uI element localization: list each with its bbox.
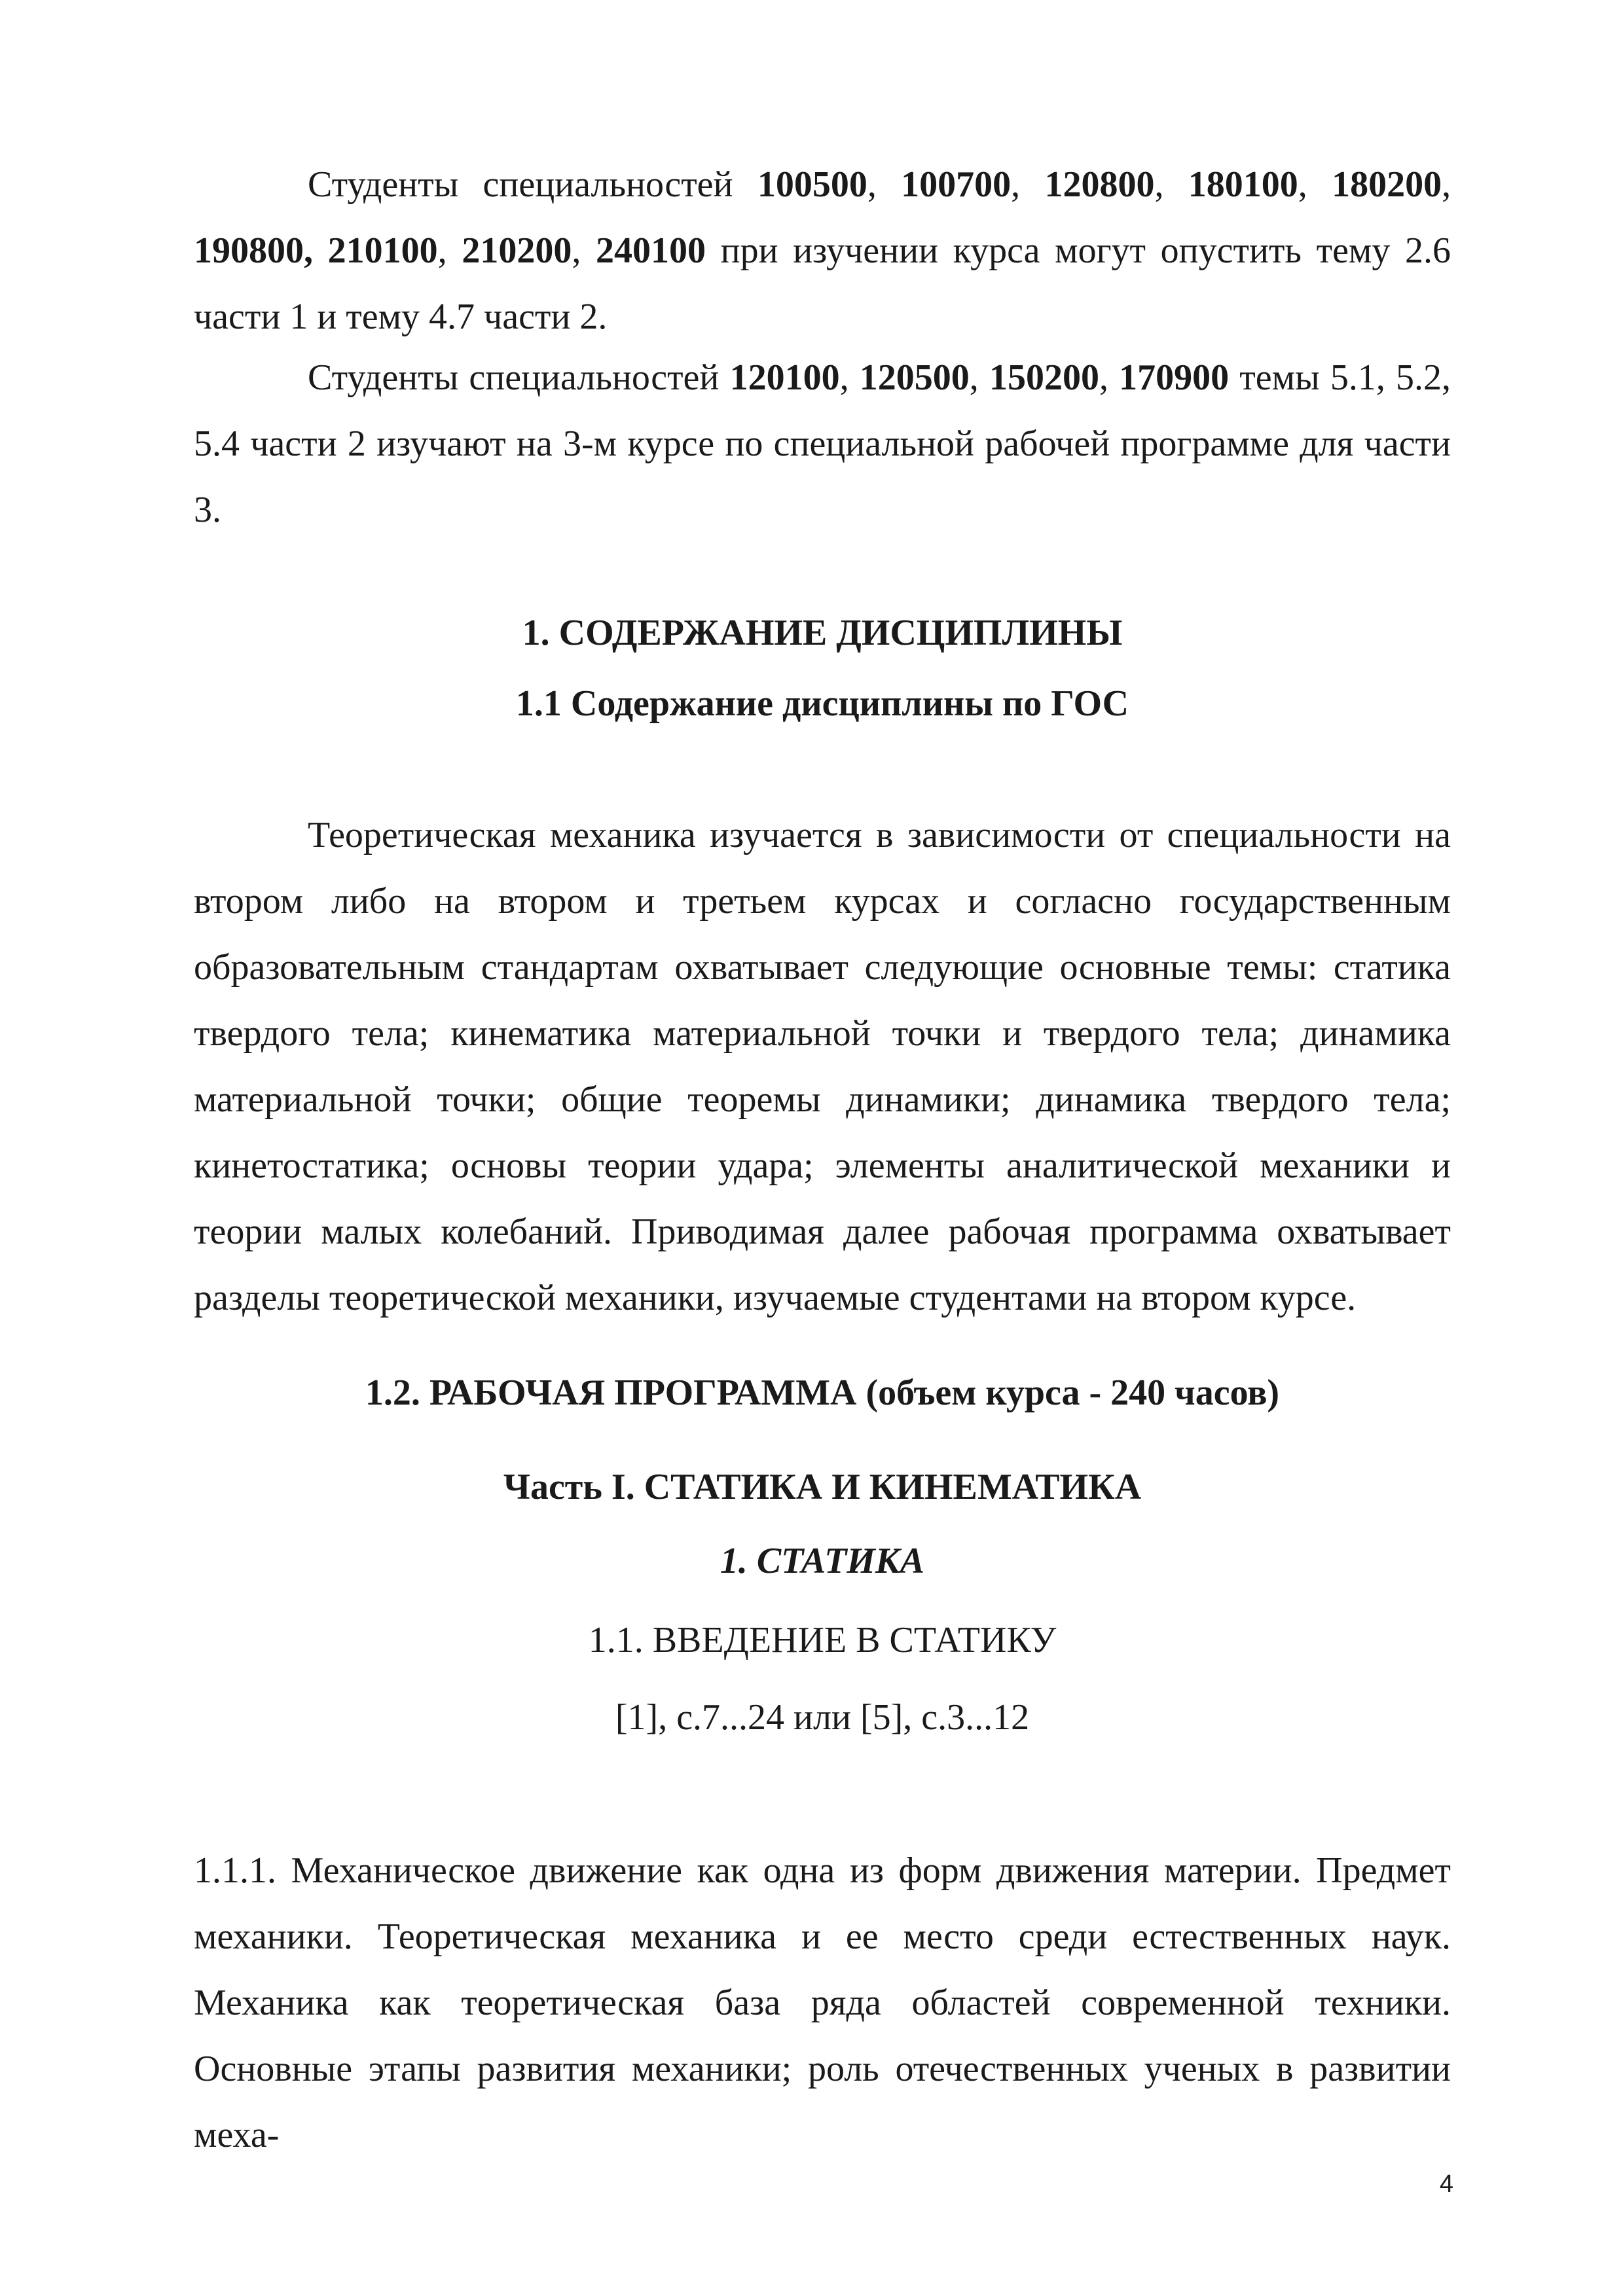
paragraph-text: Теоретическая механика изучается в зависимости от специальности на втором либо на втором и третьем курсах и согласно государственным образовательным стандартам охватывает следующие основные темы: статика твердого тела; кинематика материальной точки и твердого тела; динамика материальной точки; общие теоремы динамики; динамика твердого тела; кинетостатика; основы теории удара; элементы аналитической механики и теории малых колебаний. Приводимая далее рабочая программа охватывает разделы теоретической механики, изучаемые студентами на втором курсе. <box>194 815 1451 1318</box>
separator: , <box>1442 164 1451 205</box>
page-number: 4 <box>1439 2170 1453 2198</box>
specialty-code: 100500 <box>757 164 867 205</box>
separator: , <box>1099 357 1120 398</box>
specialty-code: 210200 <box>462 230 572 271</box>
separator: , <box>867 164 902 205</box>
subsection-heading: 1.1 Содержание дисциплины по ГОС <box>515 683 1129 724</box>
specialty-code: 180200 <box>1332 164 1442 205</box>
specialty-code: 120500 <box>859 357 970 398</box>
separator: , <box>969 357 989 398</box>
separator: , <box>839 357 860 398</box>
specialty-code: 170900 <box>1119 357 1230 398</box>
specialty-code: 190800, 210100 <box>194 230 438 271</box>
specialty-code: 120800 <box>1044 164 1155 205</box>
text: при изучении курса могут опустить тему 2.6 части 1 и тему 4.7 части 2. <box>194 230 1451 337</box>
specialty-code: 100700 <box>901 164 1012 205</box>
separator: , <box>572 230 596 271</box>
separator: , <box>1298 164 1332 205</box>
paragraph-specialties-2 <box>194 345 1451 543</box>
specialty-code: 180100 <box>1188 164 1298 205</box>
separator: , <box>437 230 462 271</box>
paragraph-text: 1.1.1. Механическое движение как одна из форм движения материи. Предмет механики. Теоретическая механика и ее место среди естественных наук. Механика как теоретическая база ряда областей современной техники. Основные этапы развития механики; роль отечественных ученых в развитии меха- <box>194 1850 1451 2155</box>
topic-heading: 1.1. ВВЕДЕНИЕ В СТАТИКУ <box>588 1620 1057 1660</box>
paragraph-course-description <box>194 802 1451 1331</box>
specialty-code: 120100 <box>729 357 840 398</box>
text: Студенты специальностей <box>308 357 730 398</box>
separator: , <box>1154 164 1188 205</box>
reference-line: [1], с.7...24 или [5], с.3...12 <box>615 1697 1030 1738</box>
specialty-code: 150200 <box>989 357 1099 398</box>
program-heading: 1.2. РАБОЧАЯ ПРОГРАММА (объем курса - 240 часов) <box>365 1372 1280 1413</box>
paragraph-specialties-1 <box>194 152 1451 350</box>
specialty-code: 240100 <box>595 230 706 271</box>
paragraph-topic-1-1-1 <box>194 1838 1451 2168</box>
part-heading: Часть I. СТАТИКА И КИНЕМАТИКА <box>503 1467 1142 1507</box>
chapter-heading: 1. СТАТИКА <box>720 1541 925 1581</box>
separator: , <box>1011 164 1045 205</box>
text: темы 5.1, 5.2, 5.4 части 2 изучают на 3-м курсе по специальной рабочей программе для части 3. <box>194 357 1451 530</box>
text: Студенты специальностей <box>308 164 757 205</box>
section-heading: 1. СОДЕРЖАНИЕ ДИСЦИПЛИНЫ <box>522 613 1123 653</box>
